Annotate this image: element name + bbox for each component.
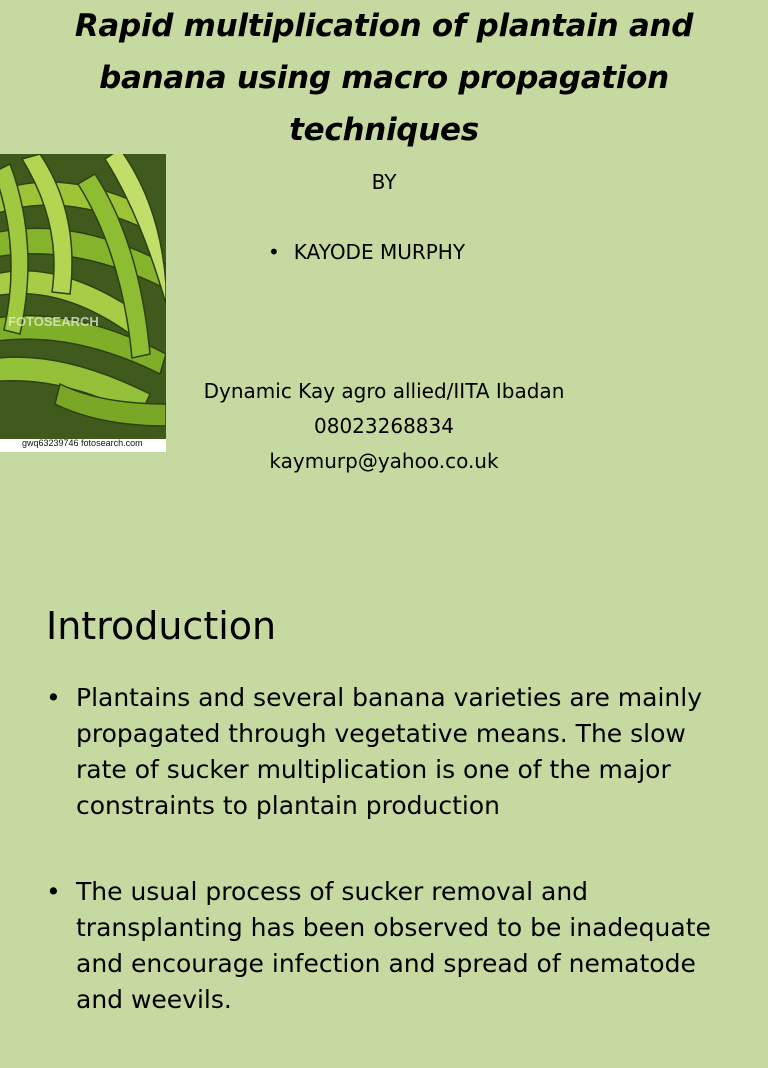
author-bullet: • (268, 240, 280, 264)
photo-watermark: FOTOSEARCH (8, 314, 99, 329)
contact-block (0, 374, 768, 479)
slide-heading: Introduction (46, 604, 277, 648)
bullet-list (46, 680, 736, 1068)
author-name: KAYODE MURPHY (293, 240, 466, 264)
author-line (268, 240, 465, 264)
introduction-slide (0, 560, 768, 1024)
list-item (46, 874, 736, 1018)
bullet-dot: • (46, 877, 61, 906)
photo-caption: gwq63239746 fotosearch.com (22, 438, 143, 448)
list-item (46, 680, 736, 824)
organization: Dynamic Kay agro allied/IITA Ibadan (203, 379, 565, 403)
by-label: BY (371, 170, 397, 194)
slide-title: Rapid multiplication of plantain and banana using macro propagation techniques (74, 8, 694, 148)
bullet-text: The usual process of sucker removal and transplanting has been observed to be inadequate and encourage infection and spread of nematode and weevils. (76, 877, 711, 1014)
bullet-dot: • (46, 683, 61, 712)
email-address: kaymurp@yahoo.co.uk (269, 449, 499, 473)
bullet-text: Plantains and several banana varieties are mainly propagated through vegetative means. The slow rate of sucker multiplication is one of the major constraints to plantain production (76, 683, 702, 820)
phone-number: 08023268834 (314, 414, 454, 438)
